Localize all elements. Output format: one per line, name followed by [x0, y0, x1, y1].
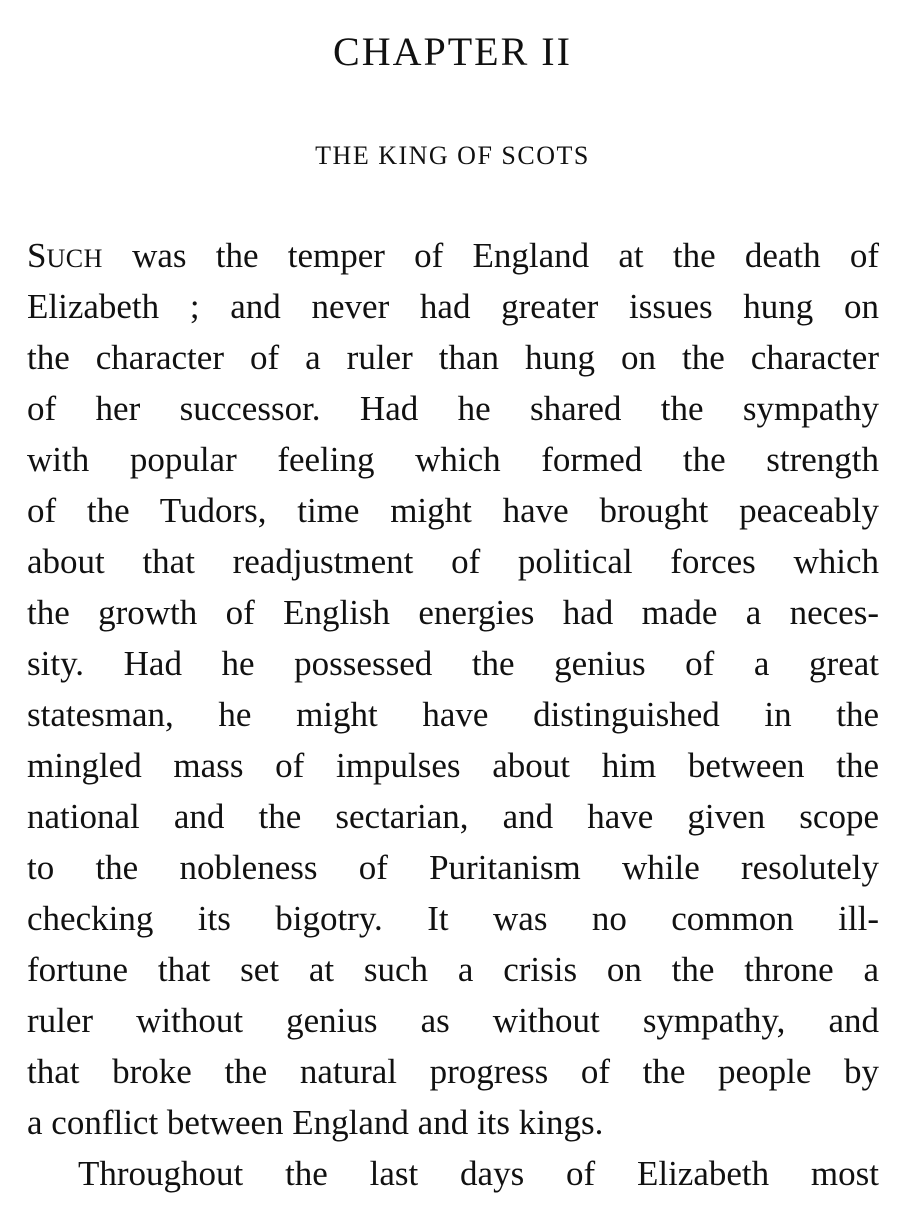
text-line: to the nobleness of Puritanism while resolutely: [27, 848, 879, 887]
text-line: that broke the natural progress of the people by: [27, 1052, 879, 1091]
chapter-heading: CHAPTER II: [333, 29, 572, 74]
small-caps-rest: UCH: [46, 244, 103, 273]
text-line: sity. Had he possessed the genius of a great: [27, 644, 879, 683]
text-line: of the Tudors, time might have brought peaceably: [27, 491, 879, 530]
text-line: of her successor. Had he shared the sympathy: [27, 389, 879, 428]
small-caps-initial: S: [27, 236, 47, 275]
body-text: [27, 230, 879, 1199]
text-line: a conflict between England and its kings.: [27, 1103, 604, 1142]
text-line: national and the sectarian, and have given scope: [27, 797, 879, 836]
text-line: ruler without genius as without sympathy, and: [27, 1001, 879, 1040]
text-line: about that readjustment of political forces which: [27, 542, 879, 581]
text-line: the character of a ruler than hung on the character: [27, 338, 879, 377]
text-line: fortune that set at such a crisis on the throne a: [27, 950, 879, 989]
chapter-title: THE KING OF SCOTS: [315, 141, 590, 170]
text-line: checking its bigotry. It was no common ill-: [27, 899, 879, 938]
text-line: mingled mass of impulses about him between the: [27, 746, 879, 785]
text-line: with popular feeling which formed the strength: [27, 440, 879, 479]
text-line: statesman, he might have distinguished in the: [27, 695, 879, 734]
text-line: Elizabeth ; and never had greater issues hung on: [27, 287, 879, 326]
text-line: SUCH was the temper of England at the death of: [27, 236, 879, 275]
text-line: Throughout the last days of Elizabeth most: [78, 1154, 879, 1193]
text-line: the growth of English energies had made a neces-: [27, 593, 879, 632]
